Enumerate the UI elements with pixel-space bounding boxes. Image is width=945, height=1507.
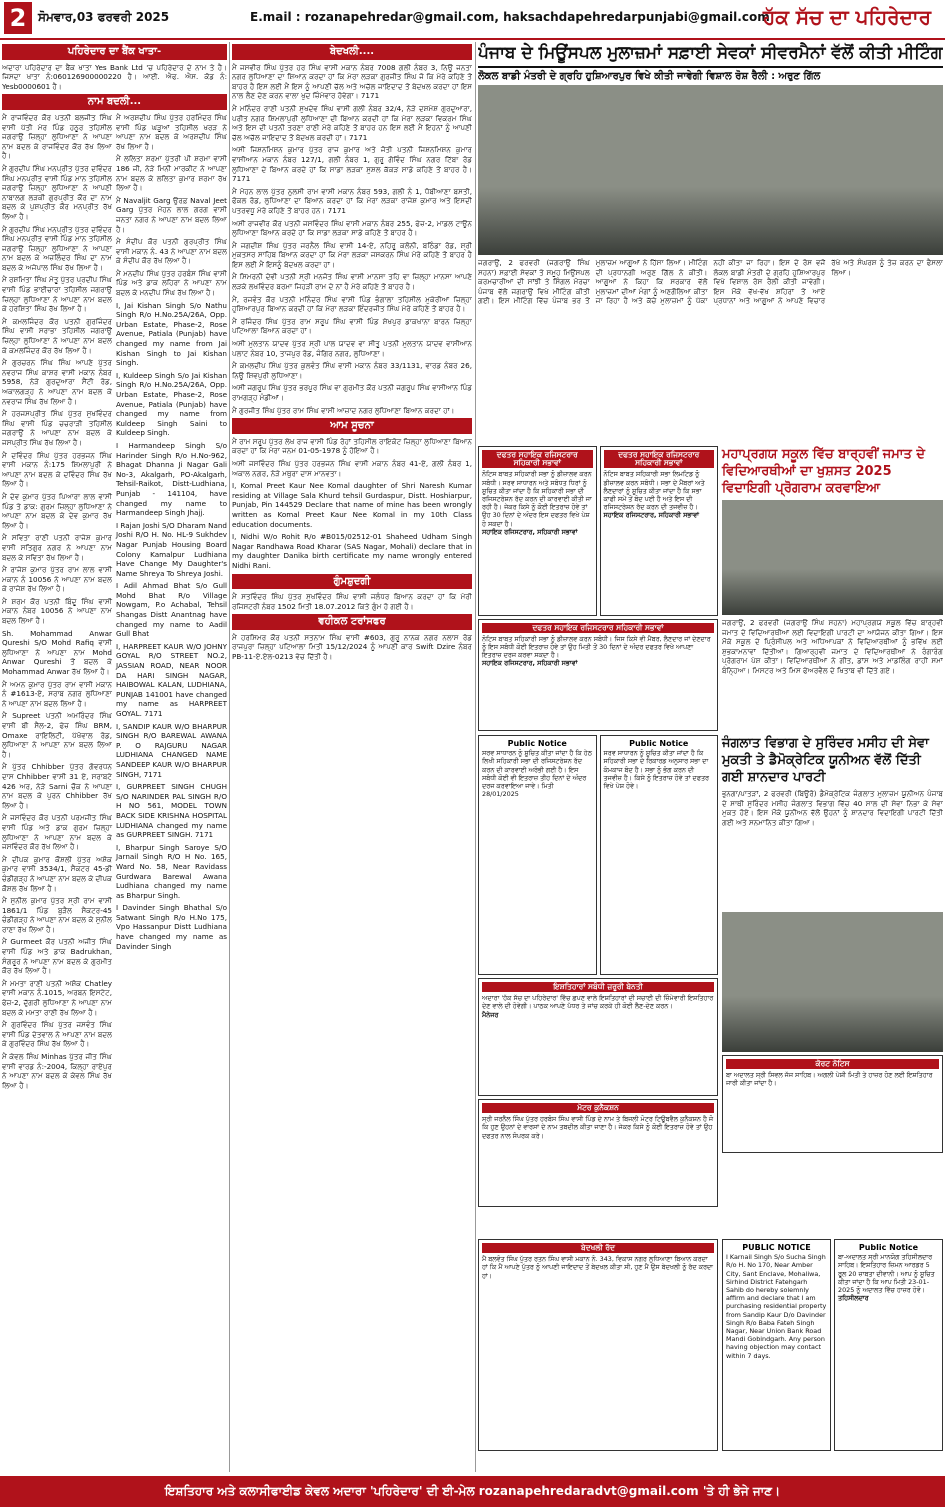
classified-item: ਮੈਂ ਮਮਤਾ ਰਾਣੀ ਪਤਨੀ ਅਸ਼ੋਕ Chatley ਵਾਸੀ ਮਕਾਨ ਨੰ.1015, ਅਰਬਨ ਇਸਟੇਟ, ਫੇਜ਼-2, ਦੁੱਗਰੀ ਲੁਧਿਆਣਾ ਨੇ ਆਪਣਾ ਨਾਮ ਬਦਲ ਕੇ ਮਮਤਾ ਰਾਣੀ ਰੱਖ ਲਿਆ ਹੈ। <box>2 978 112 1017</box>
classified-item-en: I Rajan Joshi S/O Dharam Nand Joshi R/O H. No. HL-9 Sukhdev Nagar Punjab Housing Board Colony Kamalpur Ludhiana Have Change My Daughter's Name Shreya To Shreya Joshi. <box>116 520 227 578</box>
main-subhead: ਲੋਕਲ ਬਾਡੀ ਮੰਤਰੀ ਦੇ ਗ੍ਰਹਿ ਹੁਸ਼ਿਆਰਪੁਰ ਵਿਖੇ ਕੀਤੀ ਜਾਵੇਗੀ ਵਿਸ਼ਾਲ ਰੋਸ਼ ਰੈਲੀ : ਅਰੁਣ ਗਿੱਲ <box>478 71 821 82</box>
classified-item: ਮੈਂ ਰਾਜਵਿੰਦਰ ਕੌਰ ਪਤਨੀ ਬਲਜੀਤ ਸਿੰਘ ਵਾਸੀ ਪੱਤੀ ਮੇਰ ਪਿੰਡ ਹਠੂਰ ਤਹਿਸੀਲ ਜਗਰਾਉਂ ਜ਼ਿਲ੍ਹਾ ਲੁਧਿਆਣਾ ਨੇ ਆਪਣਾ ਨਾਮ ਬਦਲ ਕੇ ਰਾਜਵਿੰਦਰ ਕੌਰ ਰੱਖ ਲਿਆ ਹੈ। <box>2 112 112 161</box>
classified-item: ਮੈਂ, ਰਜਵੰਤ ਕੌਰ ਪਤਨੀ ਮਨਿੰਦਰ ਸਿੰਘ ਵਾਸੀ ਪਿੰਡ ਭੰਗਾਲਾ ਤਹਿਸੀਲ ਮੁਕੇਰੀਆਂ ਜ਼ਿਲ੍ਹਾ ਹੁਸ਼ਿਆਰਪੁਰ ਬਿਆਨ ਕਰਦੀ ਹਾਂ ਕਿ ਮੇਰਾ ਲੜਕਾ ਇੰਦਰਜੀਤ ਸਿੰਘ ਮੇਰੇ ਕਹਿਣੇ ਤੋਂ ਬਾਹਰ ਹੈ। <box>232 294 472 314</box>
public-notice-1 <box>478 735 597 975</box>
classified-item: ਮੈਂ ਗੁਰਵਿੰਦਰ ਸਿੰਘ ਪੁੱਤਰ ਜਸਵੰਤ ਸਿੰਘ ਵਾਸੀ ਪਿੰਡ ਦੇਤਵਾਲ ਨੇ ਆਪਣਾ ਨਾਮ ਬਦਲ ਕੇ ਗੁਰਵਿੰਦਰ ਸਿੰਘ ਰੱਖ ਲਿਆ ਹੈ। <box>2 1020 112 1049</box>
classified-item-en: I Harmandeep Singh S/o Harinder Singh R/o H.No-962, Bhagat Dhanna Ji Nagar Gali No-3, Akalgarh, PO-Akalgarh, Tehsil-Raikot, Distt-Ludhiana, Punjab - 141104, have changed my name to Harmandeep Singh Jhajj. <box>116 440 227 518</box>
meeting-photo <box>478 85 943 255</box>
ads-title: ਇਸ਼ਤਿਹਾਰਾਂ ਸਬੰਧੀ ਜ਼ਰੂਰੀ ਬੇਨਤੀ <box>482 982 714 992</box>
classified-item: ਮੈਂ ਗੁਰਚਰਨ ਸਿੰਘ ਸਿੰਘ ਆਪਣੇ ਪੁੱਤਰ ਨਵਰਾਜ ਸਿੰਘ ਕਾਸ਼ਰ ਵਾਸੀ ਮਕਾਨ ਨੰਬਰ 5958, ਨੇੜੇ ਗੁਰਦੁਆਰਾ ਸੈਂਟੀ ਰੋਡ, ਅਕਾਲਗੜ੍ਹ ਨੇ ਆਪਣਾ ਨਾਮ ਬਦਲ ਕੇ ਨਵਰਾਜ ਸਿੰਘ ਰੱਖ ਲਿਆ ਹੈ। <box>2 358 112 406</box>
bedkhli-cancel-text: ਮੈਂ ਬਲਵੰਤ ਸਿੰਘ ਪੁੱਤਰ ਰਤਨ ਸਿੰਘ ਵਾਸੀ ਮਕਾਨ ਨੰ. 343, ਵਿਕਾਸ ਨਗਰ ਲੁਧਿਆਣਾ ਬਿਆਨ ਕਰਦਾ ਹਾਂ ਕਿ ਮੈਂ ਆਪਣੇ ਪੁੱਤਰ ਨੂੰ ਆਪਣੀ ਜਾਇਦਾਦ ਤੋਂ ਬੇਦਖਲ ਕੀਤਾ ਸੀ, ਹੁਣ ਮੈਂ ਉਸ ਬੇਦਖਲੀ ਨੂੰ ਰੱਦ ਕਰਦਾ ਹਾਂ। <box>482 1255 713 1280</box>
classified-item-en: I, Jai Kishan Singh S/o Nathu Singh R/o H.No.25A/26A, Opp. Urban Estate, Phase-2, Rose Avenue, Patiala (Punjab) have changed my name from Jai Kishan Singh to Jai Kishan Singh. <box>116 300 227 368</box>
school-photo <box>722 500 943 615</box>
classified-item: ਮੈਂ ਮੋਹਨ ਲਾਲ ਪੁੱਤਰ ਨੁਲਸੀ ਰਾਮ ਵਾਸੀ ਮਕਾਨ ਨੰਬਰ 593, ਗਲੀ ਨੰ 1, ਧੋਬੀਆਣਾ ਬਸਤੀ, ਫੋਕਲ ਰੋਡ, ਲੁਧਿਆਣਾ ਦਾ ਬਿਆਨ ਕਰਦਾ ਹਾਂ ਕਿ ਮੇਰਾ ਲੜਕਾ ਰਾਜੇਸ਼ ਕੁਮਾਰ ਅਤੇ ਇਸਦੀ ਪਤਰਵਧੂ ਮੇਰੇ ਕਹਿਣੇ ਤੋਂ ਬਾਹਰ ਹਨ। 7171 <box>232 186 472 215</box>
classified-item: ਮੈਂ ਰਸ਼ਮਿਤਾ ਸਿੰਘ ਮੋਤੂ ਪੁੱਤਰ ਪ੍ਰਦੀਪ ਸਿੰਘ ਵਾਸੀ ਪਿੰਡ ਭਾਈਚਾਰਾ ਤਹਿਸੀਲ ਜਗਰਾਉਂ ਜ਼ਿਲ੍ਹਾ ਲੁਧਿਆਣਾ ਨੇ ਆਪਣਾ ਨਾਮ ਬਦਲ ਕੇ ਹਰਸ਼ਿਤਾ ਸਿੰਘ ਰੱਖ ਲਿਆ ਹੈ। <box>2 275 112 314</box>
classified-item: ਮੈਂ ਜਗਦੀਸ਼ ਸਿੰਘ ਪੁੱਤਰ ਜਰਨੈਲ ਸਿੰਘ ਵਾਸੀ 14-ਏ, ਨਹਿਰੂ ਕਲੋਨੀ, ਬਠਿੰਡਾ ਰੋਡ, ਸ਼੍ਰੀ ਮੁਕਤਸਰ ਸਾਹਿਬ ਬਿਆਨ ਕਰਦਾ ਹਾਂ ਕਿ ਮੇਰਾ ਲੜਕਾ ਜਸਕਰਨ ਸਿੰਘ ਮੇਰੇ ਕਹਿਣੇ ਤੋਂ ਬਾਹਰ ਹੈ ਇਸ ਲਈ ਮੈਂ ਇਸਨੂੰ ਬੇਦਖਲ ਕਰਦਾ ਹਾਂ। <box>232 240 472 269</box>
ads-sign: ਮੈਨੇਜਰ <box>482 1010 499 1019</box>
court-notice <box>722 1055 943 1153</box>
motor-title: ਮੋਟਰ ਕੁਨੈਕਸ਼ਨ <box>482 1103 714 1113</box>
classified-item: ਮੈਂ ਕਮਲਦੀਪ ਸਿੰਘ ਪੁੱਤਰ ਕੁਲਵੰਤ ਸਿੰਘ ਵਾਸੀ ਮਕਾਨ ਨੰਬਰ 33/1131, ਵਾਰਡ ਨੰਬਰ 26, ਨਿਊ ਸ਼ਿਵਪੁਰੀ ਲੁਧਿਆਣਾ। <box>232 361 472 380</box>
classified-item: ਮੈਂ ਲਲਿਤਾ ਸ਼ਰਮਾ ਪੁੱਤਰੀ ਪੀ ਸ਼ਰਮਾ ਵਾਸੀ 186 ਜੀ, ਨੇੜੇ ਮਿਨੀ ਮਾਰਕੀਟ ਨੇ ਆਪਣਾ ਨਾਮ ਬਦਲ ਕੇ ਲਲਿਤਾ ਕੁਮਾਰ ਸ਼ਰਮਾ ਰੱਖ ਲਿਆ ਹੈ। <box>116 154 227 193</box>
classified-item-en: I, Komal Preet Kaur Nee Komal daughter of Shri Naresh Kumar residing at Village Sala Khurd tehsil Gurdaspur, Distt. Hoshiarpur, Punjab, Pin 144529 Declare that name of mine has been wrongly written as Komal Preet Kaur Nee Komal in my 10th Class education documents. <box>232 481 472 529</box>
classified-item: ਮੈਂ ਗੁਰਦੀਪ ਸਿੰਘ ਮਨਪ੍ਰੀਤ ਪੁੱਤਰ ਦਵਿੰਦਰ ਸਿੰਘ ਮਨਪ੍ਰੀਤ ਵਾਸੀ ਪਿੰਡ ਮਾਨ ਤਹਿਸੀਲ ਜਗਰਾਉਂ ਜ਼ਿਲ੍ਹਾ ਲੁਧਿਆਣਾ ਨੇ ਆਪਣਾ ਨਾਮ ਬਦਲ ਕੇ ਅਜ਼ਲਿੰਦਰ ਸਿੰਘ ਦਾ ਨਾਮ ਬਦਲ ਕੇ ਅਜੇਪਾਲ ਸਿੰਘ ਰੱਖ ਲਿਆ ਹੈ। <box>2 224 112 272</box>
cooperative-notice-1 <box>478 446 597 616</box>
classified-item: ਮੈਂ ਹਰਸਿਮਰ ਕੌਰ ਪਤਨੀ ਸਤਨਾਮ ਸਿੰਘ ਵਾਸੀ #603, ਗੁਰੂ ਨਾਨਕ ਨਗਰ ਨਲਾਸ ਰੋਡ ਰਾਜਪੁਰਾ ਜ਼ਿਲ੍ਹਾ ਪਟਿਆਲਾ ਮਿਤੀ 15/12/2024 ਨੂੰ ਆਪਣੀ ਕਾਰ Swift Dzire ਨੰਬਰ PB-11-ਏ.ਏਲ-0213 ਵੇਚ ਦਿੱਤੀ ਹੈ। <box>232 632 472 662</box>
classified-item: ਮੈਂ ਸ਼ਰਮ ਕੌਰ ਪਤਨੀ ਬਿੰਦੂ ਸਿੰਘ ਵਾਸੀ ਮਕਾਨ ਨੰਬਰ 10056 ਨੇ ਆਪਣਾ ਨਾਮ ਬਦਲ ਲਿਆ ਹੈ। <box>2 596 112 626</box>
classified-item: ਮੈਂ ਹਰਜਸਪ੍ਰੀਤ ਸਿੰਘ ਪੁੱਤਰ ਸੁਖਵਿੰਦਰ ਸਿੰਘ ਵਾਸੀ ਪਿੰਡ ਚਚਰਾੜੀ ਤਹਿਸੀਲ ਜਗਰਾਉਂ ਨੇ ਆਪਣਾ ਨਾਮ ਬਦਲ ਕੇ ਜਸਪ੍ਰੀਤ ਸਿੰਘ ਰੱਖ ਲਿਆ ਹੈ। <box>2 409 112 447</box>
notice-text: ਨੋਟਿਸ ਬਾਬਤ ਸਹਿਕਾਰੀ ਸਭਾ ਲਿਮਟਿਡ ਨੂੰ ਡੀਜ਼ਾਲਵ ਕਰਨ ਸਬੰਧੀ। ਸਭਾ ਦੇ ਮੈਂਬਰਾਂ ਅਤੇ ਲੈਣਦਾਰਾਂ ਨੂੰ ਸੂਚਿਤ ਕੀਤਾ ਜਾਂਦਾ ਹੈ ਕਿ ਸਭਾ ਕਾਫੀ ਸਮੇਂ ਤੋਂ ਬੰਦ ਪਈ ਹੈ ਅਤੇ ਇਸ ਦੀ ਰਜਿਸਟਰੇਸ਼ਨ ਰੱਦ ਕਰਨ ਦੀ ਤਜਵੀਜ਼ ਹੈ। <box>603 470 705 512</box>
footer-banner: ਇਸ਼ਤਿਹਾਰ ਅਤੇ ਕਲਾਸੀਫਾਈਡ ਕੇਵਲ ਅਦਾਰਾ 'ਪਹਿਰੇਦਾਰ' ਦੀ ਈ-ਮੇਲ rozanapehredaradvt@gmail.com 'ਤੇ ਹੀ ਭੇਜੇ ਜਾਣ। <box>0 1476 945 1507</box>
classified-item: ਮੈਂ ਦੀਪਕ ਕੁਮਾਰ ਕੌਸ਼ਲੀ ਪੁੱਤਰ ਅਸ਼ੋਕ ਕੁਮਾਰ ਵਾਸੀ 3534/1, ਸੈਕਟਰ 45-ਡੀ ਚੰਡੀਗੜ੍ਹ ਨੇ ਆਪਣਾ ਨਾਮ ਬਦਲ ਕੇ ਦੀਪਕ ਕੌਸ਼ਲ ਰੱਖ ਲਿਆ ਹੈ। <box>2 854 112 893</box>
classified-item-en: I, GURPREET SINGH CHUGH S/O NARINDER PAL SINGH R/O H NO 561, MODEL TOWN BACK SIDE KRISHNA HOSPITAL LUDHIANA changed my name as GURPREET SINGH. 7171 <box>116 782 227 840</box>
notice-text: ਨੋਟਿਸ ਬਾਬਤ ਸਹਿਕਾਰੀ ਸਭਾ ਨੂੰ ਡੀਜ਼ਾਲਵ ਕਰਨ ਸਬੰਧੀ। ਜਿਸ ਕਿਸੇ ਵੀ ਮੈਂਬਰ, ਲੈਣਦਾਰ ਜਾਂ ਦੇਣਦਾਰ ਨੂੰ ਇਸ ਸਬੰਧੀ ਕੋਈ ਇਤਰਾਜ਼ ਹੋਵੇ ਤਾਂ ਉਹ ਮਿਤੀ ਤੋਂ 30 ਦਿਨਾਂ ਦੇ ਅੰਦਰ ਦਫਤਰ ਵਿਖੇ ਆਪਣਾ ਇਤਰਾਜ਼ ਦਰਜ ਕਰਵਾ ਸਕਦਾ ਹੈ। <box>482 634 711 660</box>
main-headline: ਪੰਜਾਬ ਦੇ ਮਿਊਂਸਪਲ ਮੁਲਾਜ਼ਮਾਂ ਸਫ਼ਾਈ ਸੇਵਕਾਂ ਸੀਵਰਮੈਨਾਂ ਵੱਲੋਂ ਕੀਤੀ ਮੀਟਿੰਗ <box>478 42 943 68</box>
classifieds-column-2 <box>232 42 472 1472</box>
main-story-text: ਜਗਰਾਉਂ, 2 ਫਰਵਰੀ (ਜਗਰਾਉਂ ਸਿੰਘ ਸਹਨਾ) ਸਫ਼ਾਈ ਸੇਵਕਾਂ ਤੇ ਸਮੂਹ ਮਿਉਂਸਪਲ ਕਰਮਚਾਰੀਆਂ ਦੀ ਸਾਂਝੀ ਤੇ ਸਿੰਗਲ ਮੋਰਚਾ ਪੰਜਾਬ ਵੱਲੋਂ ਜਗਰਾਉਂ ਵਿਖੇ ਮੀਟਿੰਗ ਕੀਤੀ ਗਈ। ਇਸ ਮੀਟਿੰਗ ਵਿੱਚ ਪੰਜਾਬ ਭਰ ਤੋਂ ਮੁਲਾਜ਼ਮ ਆਗੂਆਂ ਨੇ ਹਿੱਸਾ ਲਿਆ। ਮੀਟਿੰਗ ਦੀ ਪ੍ਰਧਾਨਗੀ ਅਰੁਣ ਗਿੱਲ ਨੇ ਕੀਤੀ। ਆਗੂਆਂ ਨੇ ਕਿਹਾ ਕਿ ਸਰਕਾਰ ਵੱਲੋਂ ਮੁਲਾਜ਼ਮਾਂ ਦੀਆਂ ਮੰਗਾਂ ਨੂੰ ਅਣਗੌਲਿਆ ਕੀਤਾ ਜਾ ਰਿਹਾ ਹੈ ਅਤੇ ਕੱਚੇ ਮੁਲਾਜ਼ਮਾਂ ਨੂੰ ਪੱਕਾ ਨਹੀਂ ਕੀਤਾ ਜਾ ਰਿਹਾ। ਇਸ ਦੇ ਰੋਸ ਵਜੋਂ ਲੋਕਲ ਬਾਡੀ ਮੰਤਰੀ ਦੇ ਗ੍ਰਹਿ ਹੁਸ਼ਿਆਰਪੁਰ ਵਿਖੇ ਵਿਸ਼ਾਲ ਰੋਸ ਰੈਲੀ ਕੀਤੀ ਜਾਵੇਗੀ। ਇਸ ਮੌਕੇ ਵੱਖ-ਵੱਖ ਸ਼ਹਿਰਾਂ ਤੋਂ ਆਏ ਪ੍ਰਧਾਨਾਂ ਅਤੇ ਆਗੂਆਂ ਨੇ ਆਪਣੇ ਵਿਚਾਰ ਰੱਖੇ ਅਤੇ ਸੰਘਰਸ਼ ਨੂੰ ਤੇਜ਼ ਕਰਨ ਦਾ ਫੈਸਲਾ ਲਿਆ। <box>478 258 943 306</box>
public-notice-2 <box>600 735 719 975</box>
page-header <box>0 0 945 40</box>
classified-item-en: I, Bharpur Singh Saroye S/O Jarnail Singh R/O H No. 165, Ward No. 58, Near Ravidass Gurdwara Barewal Awana Ludhiana changed my name as Bharpur Singh. <box>116 842 227 900</box>
classified-item-en: I Davinder Singh Bhathal S/o Satwant Singh R/o H.No 175, Vpo Hassanpur Distt Ludhiana have changed my name as Davinder Singh <box>116 903 227 951</box>
cooperative-notice-3 <box>478 619 718 731</box>
classified-item: ਮੈਂ ਪੁੱਤਰ Chhibber ਪੁੱਤਰ ਗੋਵਰਧਨ ਦਾਸ Chhibber ਵਾਸੀ 31 ਏ, ਸਰਾਬਟੇ 426 ਅਰ, ਨੇੜੇ Sarni ਚੌਕ ਨੇ ਆਪਣਾ ਨਾਮ ਬਦਲ ਕੇ ਪੁਰਨ Chhibber ਰੱਖ ਲਿਆ ਹੈ। <box>2 762 112 810</box>
header-email: E.mail : rozanapehredar@gmail.com, haksachdapehredarpunjabi@gmail.com <box>250 10 770 24</box>
masthead-logo: ਹੱਕ ਸੱਚ ਦਾ ਪਹਿਰੇਦਾਰ <box>763 5 931 29</box>
forest-headline: ਜੰਗਲਾਤ ਵਿਭਾਗ ਦੇ ਸੁਰਿੰਦਰ ਮਸੀਹ ਦੀ ਸੇਵਾ ਮੁਕਤੀ ਤੇ ਡੈਮੋਕ੍ਰੇਟਿਕ ਯੂਨੀਅਨ ਵੱਲੋਂ ਦਿੱਤੀ ਗਈ ਸ਼ਾਨਦਾਰ ਪਾਰਟੀ <box>722 736 929 785</box>
classified-item: ਮੈਂ ਦੇਵ ਕੁਮਾਰ ਪੁੱਤਰ ਪਿਆਰਾ ਲਾਲ ਵਾਸੀ ਪਿੰਡ ਤੇ ਡਾਕ: ਗੁਰਮ ਜ਼ਿਲ੍ਹਾ ਲੁਧਿਆਣਾ ਨੇ ਆਪਣਾ ਨਾਮ ਬਦਲ ਕੇ ਦੇਵ ਕੁਮਾਰ ਰੱਖ ਲਿਆ ਹੈ। <box>2 491 112 530</box>
classified-item-en: I, Nidhi W/o Rohit R/o #B015/02512-01 Shaheed Udham Singh Nagar Randhawa Road Kharar (SAS Nagar, Mohali) declare that in my daughter Danika birth certificate my name wrongly entered Nidhi Rani. <box>232 532 472 570</box>
classified-item-en: I, Kuldeep Singh S/o Jai Kishan Singh R/o H.No.25A/26A, Opp. Urban Estate, Phase-2, Rose Avenue, Patiala (Punjab) have changed my name from Kuldeep Singh Saini to Kuldeep Singh. <box>116 370 227 438</box>
bank-text: ਅਦਾਰਾ ਪਹਿਰੇਦਾਰ ਦਾ ਬੈਂਕ ਖਾਤਾ Yes Bank Ltd 'ਚ ਪਹਿਰੇਦਾਰ ਦੇ ਨਾਮ ਤੇ ਹੈ। ਜਿਸਦਾ ਖਾਤਾ ਨੰ:060126900000220 ਹੈ। ਆਈ. ਐਫ. ਐਸ. ਕੋਡ ਨੰ: Yesb0000601 ਹੈ। <box>2 62 227 91</box>
notice-text: ਸਰਵ ਸਾਧਾਰਨ ਨੂੰ ਸੂਚਿਤ ਕੀਤਾ ਜਾਂਦਾ ਹੈ ਕਿ ਹੇਠ ਲਿਖੀ ਸਹਿਕਾਰੀ ਸਭਾ ਦੀ ਰਜਿਸਟਰੇਸ਼ਨ ਰੱਦ ਕਰਨ ਦੀ ਕਾਰਵਾਈ ਅਰੰਭੀ ਗਈ ਹੈ। ਇਸ ਸਬੰਧੀ ਕੋਈ ਵੀ ਇਤਰਾਜ਼ ਤੀਹ ਦਿਨਾਂ ਦੇ ਅੰਦਰ ਦਰਜ ਕਰਵਾਇਆ ਜਾਵੇ। ਮਿਤੀ 28/01/2025 <box>482 749 592 799</box>
motor-connection-notice <box>478 1099 718 1207</box>
classified-item: ਮੈਂ ਕਮਲਜਿੰਦਰ ਕੌਰ ਪਤਨੀ ਗੁਰਜਿੰਦਰ ਸਿੰਘ ਵਾਸੀ ਸਰਾਭਾ ਤਹਿਸੀਲ ਜਗਰਾਉਂ ਜ਼ਿਲ੍ਹਾ ਲੁਧਿਆਣਾ ਨੇ ਆਪਣਾ ਨਾਮ ਬਦਲ ਕੇ ਕਮਲਜਿੰਦਰ ਕੌਰ ਰੱਖ ਲਿਆ ਹੈ। <box>2 316 112 355</box>
classified-item: ਮੈਂ ਮਨਿੰਦਰ ਰਾਣੀ ਪਤਨੀ ਸੁਖਦੇਵ ਸਿੰਘ ਵਾਸੀ ਗਲੀ ਨੰਬਰ 32/4, ਨੇੜੇ ਦਸ਼ਮੇਸ਼ ਗੁਰਦੁਆਰਾ, ਪਰੀਤ ਨਗਰ ਸ਼ਿਮਲਾਪੁਰੀ ਲੁਧਿਆਣਾ ਦੀ ਬਿਆਨ ਕਰਦੀ ਹਾਂ ਕਿ ਮੇਰਾ ਲੜਕਾ ਵਿਕਰਮ ਸਿੰਘ ਅਤੇ ਇਸ ਦੀ ਪਤਨੀ ਤਰਣਾ ਰਾਣੀ ਮੇਰੇ ਕਹਿਣੇ ਤੋਂ ਬਾਹਰ ਹਨ ਇਸ ਲਈ ਮੈਂ ਇਹਨਾਂ ਨੂੰ ਆਪਣੀ ਚੱਲ ਅਚੱਲ ਜਾਇਦਾਦ ਤੋਂ ਬੇਦਖਲ ਕਰਦੀ ਹਾਂ। 7171 <box>232 103 472 142</box>
motor-text: ਸ੍ਰੀ ਜਰਨੈਲ ਸਿੰਘ ਪੁੱਤਰ ਹਰਬੰਸ ਸਿੰਘ ਵਾਸੀ ਪਿੰਡ ਦੇ ਨਾਮ ਤੇ ਬਿਜਲੀ ਮੋਟਰ ਟਿਊਬਵੈਲ ਕੁਨੈਕਸ਼ਨ ਹੈ ਜੋ ਕਿ ਹੁਣ ਉਹਨਾਂ ਦੇ ਵਾਰਸਾਂ ਦੇ ਨਾਮ ਤਬਦੀਲ ਕੀਤਾ ਜਾਣਾ ਹੈ। ਜੇਕਰ ਕਿਸੇ ਨੂੰ ਕੋਈ ਇਤਰਾਜ਼ ਹੋਵੇ ਤਾਂ ਉਹ ਦਫਤਰ ਨਾਲ ਸੰਪਰਕ ਕਰੇ। <box>482 1115 714 1140</box>
classified-item: ਮੈਂ ਰਜਿੰਦਰ ਸਿੰਘ ਪੁੱਤਰ ਰਾਮ ਸਰੂਪ ਸਿੰਘ ਵਾਸੀ ਪਿੰਡ ਸ਼ੇਖਪੁਰ ਡਾਕਖਾਨਾ ਬਾਰਨ ਜ਼ਿਲ੍ਹਾ ਪਟਿਆਲਾ ਬਿਆਨ ਕਰਦਾ ਹਾਂ। <box>232 316 472 336</box>
classified-item: ਮੈਂ Gurmeet ਕੌਰ ਪਤਨੀ ਅਜੀਤ ਸਿੰਘ ਵਾਸੀ ਪਿੰਡ ਅਤੇ ਡਾਕ Badrukhan, ਸੰਗਰੂਰ ਨੇ ਆਪਣਾ ਨਾਮ ਬਦਲ ਕੇ ਗੁਰਮੀਤ ਕੌਰ ਰੱਖ ਲਿਆ ਹੈ। <box>2 937 112 976</box>
notice-title: PUBLIC NOTICE <box>742 1243 811 1252</box>
notice-text: ਬਾ-ਅਦਾਲਤ ਸ੍ਰੀ ਮਾਨਯੋਗ ਤਹਿਸੀਲਦਾਰ ਸਾਹਿਬ। ਇਸ਼ਤਿਹਾਰ ਜ਼ਿਮਨ ਆਰਡਰ 5 ਰੂਲ 20 ਜ਼ਾਬਤਾ ਦੀਵਾਨੀ। ਆਪ ਨੂੰ ਸੂਚਿਤ ਕੀਤਾ ਜਾਂਦਾ ਹੈ ਕਿ ਆਪ ਮਿਤੀ 23-01-2025 ਨੂੰ ਅਦਾਲਤ ਵਿੱਚ ਹਾਜ਼ਰ ਹੋਵੋ। <box>838 1253 935 1295</box>
classified-item: ਮੈਂ ਸਵਿਤਾ ਰਾਣੀ ਪਤਨੀ ਰਾਜੇਸ਼ ਕੁਮਾਰ ਵਾਸੀ ਸਤਿਗੁਰ ਨਗਰ ਨੇ ਆਪਣਾ ਨਾਮ ਬਦਲ ਕੇ ਸਵਿਤਾ ਰੱਖ ਲਿਆ ਹੈ। <box>2 533 112 562</box>
classified-item: ਮੈਂ ਦਵਿੰਦਰ ਸਿੰਘ ਪੁੱਤਰ ਹਰਭਜਨ ਸਿੰਘ ਵਾਸੀ ਮਕਾਨ ਨੰ:175 ਸ਼ਿਮਲਾਪੁਰੀ ਨੇ ਆਪਣਾ ਨਾਮ ਬਦਲ ਕੇ ਦਵਿੰਦਰ ਸਿੰਘ ਰੱਖ ਲਿਆ ਹੈ। <box>2 450 112 489</box>
name-change-title: ਨਾਮ ਬਦਲੀ... <box>2 94 227 110</box>
classified-item: ਮੈਂ ਅਰਸ਼ਦੀਪ ਸਿੰਘ ਪੁੱਤਰ ਹਰਮਿੰਦਰ ਸਿੰਘ ਵਾਸੀ ਪਿੰਡ ਘੜੂਆਂ ਤਹਿਸੀਲ ਖਰੜ ਨੇ ਆਪਣਾ ਨਾਮ ਬਦਲ ਕੇ ਅਰਸ਼ਦੀਪ ਸਿੰਘ ਰੱਖ ਲਿਆ ਹੈ। <box>116 112 227 151</box>
classified-item-en: I, SANDIP KAUR W/O BHARPUR SINGH R/O BAREWAL AWANA P. O RAJGURU NAGAR LUDHIANA CHANGED NAME SANDEEP KAUR W/O BHARPUR SINGH, 7171 <box>116 721 227 779</box>
ads-text: ਅਦਾਰਾ 'ਹੱਕ ਸੱਚ ਦਾ ਪਹਿਰੇਦਾਰ' ਵਿੱਚ ਛਪਣ ਵਾਲੇ ਇਸ਼ਤਿਹਾਰਾਂ ਦੀ ਸਚਾਈ ਦੀ ਜ਼ਿੰਮੇਵਾਰੀ ਇਸ਼ਤਿਹਾਰ ਦੇਣ ਵਾਲੇ ਦੀ ਹੋਵੇਗੀ। ਪਾਠਕ ਆਪਣੇ ਪੱਧਰ ਤੇ ਜਾਂਚ ਕਰਕੇ ਹੀ ਕੋਈ ਲੈਣ-ਦੇਣ ਕਰਨ। <box>482 994 714 1011</box>
school-story-text: ਜਗਰਾਉਂ, 2 ਫਰਵਰੀ (ਜਗਰਾਉਂ ਸਿੰਘ ਸਹਨਾ) ਮਹਾਪ੍ਰਗਯ ਸਕੂਲ ਵਿੱਚ ਬਾਰ੍ਹਵੀਂ ਜਮਾਤ ਦੇ ਵਿਦਿਆਰਥੀਆਂ ਲਈ ਵਿਦਾਇਗੀ ਪਾਰਟੀ ਦਾ ਆਯੋਜਨ ਕੀਤਾ ਗਿਆ। ਇਸ ਮੌਕੇ ਸਕੂਲ ਦੇ ਪ੍ਰਿੰਸੀਪਲ ਅਤੇ ਅਧਿਆਪਕਾਂ ਨੇ ਵਿਦਿਆਰਥੀਆਂ ਨੂੰ ਭਵਿੱਖ ਲਈ ਸ਼ੁਭਕਾਮਨਾਵਾਂ ਦਿੱਤੀਆਂ। ਗਿਆਰ੍ਹਵੀਂ ਜਮਾਤ ਦੇ ਵਿਦਿਆਰਥੀਆਂ ਨੇ ਰੰਗਾਰੰਗ ਪ੍ਰੋਗਰਾਮ ਪੇਸ਼ ਕੀਤਾ। ਵਿਦਿਆਰਥੀਆਂ ਨੇ ਗੀਤ, ਡਾਂਸ ਅਤੇ ਮਾਡਲਿੰਗ ਰਾਹੀਂ ਸਮਾਂ ਬੰਨ੍ਹਿਆ। ਮਿਸਟਰ ਅਤੇ ਮਿਸ ਫੇਅਰਵੈਲ ਦੇ ਖਿਤਾਬ ਵੀ ਦਿੱਤੇ ਗਏ। <box>722 618 943 675</box>
classified-item: ਮੈਂ ਅਮਨ ਕੁਮਾਰ ਪੁੱਤਰ ਰਾਮ ਵਾਸੀ ਮਕਾਨ ਨੰ #1613-ਏ, ਸਰਾਬ ਨਗਰ ਲੁਧਿਆਣਾ ਨੇ ਆਪਣਾ ਨਾਮ ਬਦਲ ਲਿਆ ਹੈ। <box>2 679 112 708</box>
forest-story-text: ਭੁਨਗਾ/ਪਾਤੜਾਂ, 2 ਫਰਵਰੀ (ਬਿਊਰੋ) ਡੈਮੋਕ੍ਰੇਟਿਕ ਜੰਗਲਾਤ ਮੁਲਾਜ਼ਮ ਯੂਨੀਅਨ ਪੰਜਾਬ ਦੇ ਸਾਥੀ ਸੁਰਿੰਦਰ ਮਸੀਹ ਜੰਗਲਾਤ ਵਿਭਾਗ ਵਿੱਚ 40 ਸਾਲ ਦੀ ਸੇਵਾ ਨਿਭਾ ਕੇ ਸੇਵਾ ਮੁਕਤ ਹੋਏ। ਇਸ ਮੌਕੇ ਯੂਨੀਅਨ ਵੱਲੋਂ ਉਹਨਾਂ ਨੂੰ ਸ਼ਾਨਦਾਰ ਵਿਦਾਇਗੀ ਪਾਰਟੀ ਦਿੱਤੀ ਗਈ ਅਤੇ ਸਨਮਾਨਿਤ ਕੀਤਾ ਗਿਆ। <box>722 789 943 827</box>
news-section <box>478 42 943 1472</box>
notice-text: ਸਰਵ ਸਾਧਾਰਨ ਨੂੰ ਸੂਚਿਤ ਕੀਤਾ ਜਾਂਦਾ ਹੈ ਕਿ ਸਹਿਕਾਰੀ ਸਭਾ ਦੇ ਰਿਕਾਰਡ ਅਨੁਸਾਰ ਸਭਾ ਦਾ ਕੰਮਕਾਜ ਬੰਦ ਹੈ। ਸਭਾ ਨੂੰ ਭੰਗ ਕਰਨ ਦੀ ਤਜਵੀਜ਼ ਹੈ। ਕਿਸੇ ਨੂੰ ਇਤਰਾਜ਼ ਹੋਵੇ ਤਾਂ ਦਫਤਰ ਵਿਖੇ ਪੇਸ਼ ਹੋਵੇ। <box>603 749 710 791</box>
page-number: 2 <box>4 2 32 34</box>
notice-title: Public Notice <box>507 739 567 748</box>
notice-title: ਦਫਤਰ ਸਹਾਇਕ ਰਜਿਸਟਰਾਰ ਸਹਿਕਾਰੀ ਸਭਾਵਾਂ <box>604 450 715 468</box>
column-divider <box>229 42 230 1472</box>
court-title: ਕੋਰਟ ਨੋਟਿਸ <box>726 1059 939 1069</box>
notice-title: ਦਫਤਰ ਸਹਾਇਕ ਰਜਿਸਟਰਾਰ ਸਹਿਕਾਰੀ ਸਭਾਵਾਂ <box>482 623 714 633</box>
classified-item: ਅਸੀਂ ਜਸਵਿੰਦਰ ਸਿੰਘ ਪੁੱਤਰ ਹਰਭਜਨ ਸਿੰਘ ਵਾਸੀ ਮਕਾਨ ਨੰਬਰ 41-ਏ, ਗਲੀ ਨੰਬਰ 1, ਅਕਾਲ ਨਗਰ, ਨੇੜੇ ਮਥੁਰਾ ਦਾਸ ਮਾਨਵਤਾ। <box>232 458 472 478</box>
classified-item: ਮੈਂ ਗੁਰਜੀਤ ਸਿੰਘ ਪੁੱਤਰ ਰਾਮ ਸਿੰਘ ਵਾਸੀ ਆਜ਼ਾਦ ਨਗਰ ਲੁਧਿਆਣਾ ਬਿਆਨ ਕਰਦਾ ਹਾਂ। <box>232 405 455 415</box>
bedkhli-cancel-title: ਬੇਦਖਲੀ ਰੱਦ <box>482 1243 714 1253</box>
bank-title: ਪਹਿਰੇਦਾਰ ਦਾ ਬੈਂਕ ਖਾਤਾ- <box>2 44 227 60</box>
classified-item: ਮੈਂ ਕੇਵਲ ਸਿੰਘ Minhas ਪੁੱਤਰ ਜੀਤ ਸਿੰਘ ਵਾਸੀ ਵਾਰਡ ਨੰ:-2004, ਕਿਲ੍ਹਾ ਰਾਏਪੁਰ ਨੇ ਆਪਣਾ ਨਾਮ ਬਦਲ ਕੇ ਕੇਵਲ ਸਿੰਘ ਰੱਖ ਲਿਆ ਹੈ। <box>2 1052 112 1090</box>
classified-item: ਮੈਂ ਸਿਮਰਨੀ ਦੇਵੀ ਪਤਨੀ ਸ੍ਰੀ ਮਨਜੋਤ ਸਿੰਘ ਵਾਸੀ ਮਾਨਸਾ ਤਹਿ ਵਾ ਜ਼ਿਲ੍ਹਾ ਮਾਨਸਾ ਆਪਣੇ ਲੜਕੇ ਲਖਵਿੰਦਰ ਬਰਮਾ ਜਿਹੜੀ ਰਾਮ ਦੇ ਨਾਂ ਹੈ ਮੇਰੇ ਕਹਿਣੇ ਤੋਂ ਬਾਹਰ ਹੈ। <box>232 272 472 292</box>
notice-text: ਨੋਟਿਸ ਬਾਬਤ ਸਹਿਕਾਰੀ ਸਭਾ ਨੂੰ ਡੀਜ਼ਾਲਵ ਕਰਨ ਸਬੰਧੀ। ਸਰਵ ਸਾਧਾਰਨ ਅਤੇ ਸਬੰਧਤ ਧਿਰਾਂ ਨੂੰ ਸੂਚਿਤ ਕੀਤਾ ਜਾਂਦਾ ਹੈ ਕਿ ਸਹਿਕਾਰੀ ਸਭਾ ਦੀ ਰਜਿਸਟਰੇਸ਼ਨ ਰੱਦ ਕਰਨ ਦੀ ਕਾਰਵਾਈ ਕੀਤੀ ਜਾ ਰਹੀ ਹੈ। ਜੇਕਰ ਕਿਸੇ ਨੂੰ ਕੋਈ ਇਤਰਾਜ਼ ਹੋਵੇ ਤਾਂ ਉਹ 30 ਦਿਨਾਂ ਦੇ ਅੰਦਰ ਇਸ ਦਫਤਰ ਵਿਖੇ ਪੇਸ਼ ਹੋ ਸਕਦਾ ਹੈ। <box>482 470 592 528</box>
column-divider <box>475 42 476 1472</box>
classified-item: ਮੈਂ ਸਤਵਿੰਦਰ ਸਿੰਘ ਪੁੱਤਰ ਸੁਖਵਿੰਦਰ ਸਿੰਘ ਵਾਸੀ ਜਲੰਧਰ ਬਿਆਨ ਕਰਦਾ ਹਾਂ ਕਿ ਮੇਰੀ ਰਜਿਸਟਰੀ ਨੰਬਰ 1502 ਮਿਤੀ 18.07.2012 ਕਿਤੇ ਗੁੰਮ ਹੋ ਗਈ ਹੈ। <box>232 592 472 611</box>
classifieds-column-1 <box>2 42 227 1472</box>
notice-title: Public Notice <box>858 1243 919 1252</box>
public-notice-4 <box>834 1239 943 1451</box>
classified-item-en: I, HARPREET KAUR W/O JOHNY GOYAL R/O STREET NO.2, JASSIAN ROAD, NEAR NOOR DA HARI SINGH NAGAR, HAIBOWAL KALAN, LUDHIANA, PUNJAB 141001 have changed my name as HARPREET GOYAL. 7171 <box>116 641 227 718</box>
notice-title: ਦਫਤਰ ਸਹਾਇਕ ਰਜਿਸਟਰਾਰ ਸਹਿਕਾਰੀ ਸਭਾਵਾਂ <box>482 450 593 468</box>
issue-date: ਸੋਮਵਾਰ,03 ਫਰਵਰੀ 2025 <box>38 10 170 24</box>
classified-item: Sh. Mohammad Anwar Qureshi S/O Mohd Rafiq ਵਾਸੀ ਲੁਧਿਆਣਾ ਨੇ ਆਪਣਾ ਨਾਮ Mohd Anwar Qureshi ਤੋਂ ਬਦਲ ਕੇ Mohammad Anwar ਰੱਖ ਲਿਆ ਹੈ। <box>2 628 112 677</box>
classified-item: ਅਸੀਂ ਜਗਰੂਪ ਸਿੰਘ ਪੁੱਤਰ ਭਰਪੂਰ ਸਿੰਘ ਵਾ ਗੁਰਮੀਤ ਕੌਰ ਪਤਨੀ ਜਗਰੂਪ ਸਿੰਘ ਵਾਸੀਆਨ ਪਿੰਡ ਰਾਮਗੜ੍ਹ ਮੰਡੀਆਂ। <box>232 383 472 402</box>
notice-sign: ਸਹਾਇਕ ਰਜਿਸਟਰਾਰ, ਸਹਿਕਾਰੀ ਸਭਾਵਾਂ <box>482 527 578 536</box>
classified-item: ਮੈਂ ਰਾਜੇਸ਼ ਕੁਮਾਰ ਪੁੱਤਰ ਰਾਮ ਲਾਲ ਵਾਸੀ ਮਕਾਨ ਨੰ 10056 ਨੇ ਆਪਣਾ ਨਾਮ ਬਦਲ ਕੇ ਰਾਜੇਸ਼ ਰੱਖ ਲਿਆ ਹੈ। <box>2 565 112 594</box>
school-headline: ਮਹਾਪ੍ਰਗਯ ਸਕੂਲ ਵਿੱਚ ਬਾਰ੍ਹਵੀਂ ਜਮਾਤ ਦੇ ਵਿਦਿਆਰਥੀਆਂ ਦਾ ਖੁਸ਼ਸਤ 2025 ਵਿਦਾਇਗੀ ਪ੍ਰੋਗਰਾਮ ਕਰਵਾਇਆ <box>722 447 925 496</box>
classified-item: ਮੈਂ Navaljit Garg ਉਰਫ਼ Naval Jeet Garg ਪੁੱਤਰ ਮੋਹਨ ਲਾਲ ਗਰਗ ਵਾਸੀ ਜਨਤਾ ਨਗਰ ਨੇ ਆਪਣਾ ਨਾਮ ਬਦਲ ਲਿਆ ਹੈ। <box>116 195 227 234</box>
public-notice-3 <box>722 1239 831 1451</box>
classified-item: ਅਸੀਂ ਮੁਲਤਾਨ ਯਾਦਵ ਪੁੱਤਰ ਸ੍ਰੀ ਪਾਲ ਯਾਦਵ ਵਾ ਸੀਤੂ ਪਤਨੀ ਮੁਲਤਾਨ ਯਾਦਵ ਵਾਸੀਆਨ ਪਲਾਟ ਨੰਬਰ 10, ਤਾਜਪੁਰ ਰੋਡ, ਜੰਗਿਰ ਨਗਰ, ਲੁਧਿਆਣਾ। <box>232 339 472 358</box>
classified-item: ਮੈਂ ਸੰਦੀਪ ਕੌਰ ਪਤਨੀ ਗੁਰਪ੍ਰੀਤ ਸਿੰਘ ਵਾਸੀ ਮਕਾਨ ਨੰ. 43 ਨੇ ਆਪਣਾ ਨਾਮ ਬਦਲ ਕੇ ਸੰਦੀਪ ਕੌਰ ਰੱਖ ਲਿਆ ਹੈ। <box>116 237 227 266</box>
gumshudgi-title: ਗੁੰਮਸ਼ੁਦਗੀ <box>232 574 472 590</box>
classified-item: ਮੈਂ ਗੁਰਦੀਪ ਸਿੰਘ ਮਨਪ੍ਰੀਤ ਪੁੱਤਰ ਦਵਿੰਦਰ ਸਿੰਘ ਮਨਪ੍ਰੀਤ ਵਾਸੀ ਪਿੰਡ ਮਾਨ ਤਹਿਸੀਲ ਜਗਰਾਉਂ ਜ਼ਿਲ੍ਹਾ ਲੁਧਿਆਣਾ ਨੇ ਆਪਣੀ ਨਾਬਾਲਗ ਲੜਕੀ ਗੁਰਪ੍ਰੀਤ ਕੌਰ ਦਾ ਨਾਮ ਬਦਲ ਕੇ ਪੁਸ਼ਪ੍ਰੀਤ ਕੌਰ ਮਨਪ੍ਰੀਤ ਰੱਖ ਲਿਆ ਹੈ। <box>2 163 112 221</box>
notice-sign: ਤਹਿਸੀਲਦਾਰ <box>838 1294 869 1303</box>
ads-request-box <box>478 978 718 1096</box>
aam-suchna-title: ਆਮ ਸੂਚਨਾ <box>232 418 472 434</box>
bedkhli-cancel-notice <box>478 1239 718 1451</box>
classified-item: ਮੈਂ ਜਸਵਿੰਦਰ ਕੌਰ ਪਤਨੀ ਪਰਮਜੀਤ ਸਿੰਘ ਵਾਸੀ ਪਿੰਡ ਅਤੇ ਡਾਕ ਗੁਰਮ ਜ਼ਿਲ੍ਹਾ ਲੁਧਿਆਣਾ ਨੇ ਆਪਣਾ ਨਾਮ ਬਦਲ ਕੇ ਜਸਵਿੰਦਰ ਕੌਰ ਰੱਖ ਲਿਆ ਹੈ। <box>2 813 112 852</box>
notice-sign: ਸਹਾਇਕ ਰਜਿਸਟਰਾਰ, ਸਹਿਕਾਰੀ ਸਭਾਵਾਂ <box>603 511 699 520</box>
cooperative-notice-2 <box>600 446 719 616</box>
classified-item-en: I Adil Ahmad Bhat S/o Gull Mohd Bhat R/o Village Nowgam, P.o Achabal, Tehsil Shangas Distt Anantnag have changed my name to Aadil Gull Bhat <box>116 581 227 639</box>
classified-item: ਮੈਂ ਜਸਵੀਰ ਸਿੰਘ ਪੁੱਤਰ ਹਰ ਸਿੰਘ ਵਾਸੀ ਮਕਾਨ ਨੰਬਰ 7008 ਗਲੀ ਨੰਬਰ 3, ਨਿਊ ਜਨਤਾ ਨਗਰ ਲੁਧਿਆਣਾ ਦਾ ਸ਼ਿਆਨ ਕਰਦਾ ਹਾਂ ਕਿ ਮੇਰਾ ਲੜਕਾ ਗੁਰਜੀਤ ਸਿੰਘ ਜੋ ਕਿ ਮੇਰੇ ਕਹਿਣੇ ਤੋਂ ਬਾਹਰ ਹੈ ਇਸ ਲਈ ਮੈਂ ਇਸ ਨੂੰ ਆਪਣੀ ਚੱਲ ਅਤੇ ਅਚੱਲ ਜਾਇਦਾਦ ਤੋਂ ਬੇਦਖਲ ਕਰਦਾ ਹਾਂ ਇਸ ਨਾਲ ਲੈਣ ਦੇਣ ਕਰਨ ਵਾਲਾ ਖੁਦ ਜ਼ਿੰਮੇਵਾਰ ਹੋਵੇਗਾ। 7171 <box>232 62 472 101</box>
retirement-photo <box>722 912 943 1052</box>
notice-sign: ਸਹਾਇਕ ਰਜਿਸਟਰਾਰ, ਸਹਿਕਾਰੀ ਸਭਾਵਾਂ <box>482 659 578 668</box>
bedkhli-title: ਬੇਦਖਲੀ.... <box>232 44 472 60</box>
classified-item: ਮੈਂ ਮਨਦੀਪ ਸਿੰਘ ਪੁੱਤਰ ਹਰਬੰਸ ਸਿੰਘ ਵਾਸੀ ਪਿੰਡ ਅਤੇ ਡਾਕ ਲਹਿਰਾ ਨੇ ਆਪਣਾ ਨਾਮ ਬਦਲ ਕੇ ਮਨਦੀਪ ਸਿੰਘ ਰੱਖ ਲਿਆ ਹੈ। <box>116 268 227 298</box>
classified-item: ਅਸੀਂ ਜਿਸ਼ਨਮਿਸ਼ਨ ਕੁਮਾਰ ਪੁੱਤਰ ਰਾਜ ਕੁਮਾਰ ਅਤੇ ਜੋਤੀ ਪਤਨੀ ਜਿਸ਼ਨਮਿਸ਼ਨ ਕੁਮਾਰ ਵਾਸੀਆਨ ਮਕਾਨ ਨੰਬਰ 127/1, ਗਲੀ ਨੰਬਰ 1, ਗੁਰੂ ਗੋਵਿੰਦ ਸਿੰਘ ਨਗਰ ਟਿੱਬਾ ਰੋਡ ਲੁਧਿਆਣਾ ਦੇ ਬਿਆਨ ਕਰਦੇ ਹਾਂ ਕਿ ਸਾਡਾ ਲੜਕਾ ਸੁਸ਼ਲ ਕੱਕੜ ਸਾਡੇ ਕਹਿਣੇ ਤੋਂ ਬਾਹਰ ਹੈ। 7171 <box>232 145 472 184</box>
vehicle-transfer-title: ਵਹੀਕਲ ਟਰਾਂਸਫਰ <box>232 614 472 630</box>
classified-item: ਮੈਂ ਸੁਨੀਲ ਕੁਮਾਰ ਪੁੱਤਰ ਸ੍ਰੀ ਰਾਮ ਵਾਸੀ 1861/1 ਪਿੰਡ ਬੁੜੈਲ ਸੈਕਟਰ-45 ਚੰਡੀਗੜ੍ਹ ਨੇ ਆਪਣਾ ਨਾਮ ਬਦਲ ਕੇ ਸੁਨੀਲ ਰਾਣਾ ਰੱਖ ਲਿਆ ਹੈ। <box>2 896 112 934</box>
court-text: ਬਾ ਅਦਾਲਤ ਸ੍ਰੀ ਸਿਵਲ ਜੱਜ ਸਾਹਿਬ। ਅਗਲੀ ਪੇਸ਼ੀ ਮਿਤੀ ਤੇ ਹਾਜ਼ਰ ਹੋਣ ਲਈ ਇਸ਼ਤਿਹਾਰ ਜਾਰੀ ਕੀਤਾ ਜਾਂਦਾ ਹੈ। <box>726 1071 933 1088</box>
classified-item: ਅਸੀਂ ਰਾਜਵੀਰ ਕੌਰ ਪਤਨੀ ਜਸਵਿੰਦਰ ਸਿੰਘ ਵਾਸੀ ਮਕਾਨ ਨੰਬਰ 255, ਫੇਜ਼-2, ਮਾਡਲ ਟਾਊਨ ਲੁਧਿਆਣਾ ਬਿਆਨ ਕਰਦੇ ਹਾਂ ਕਿ ਸਾਡਾ ਲੜਕਾ ਸਾਡੇ ਕਹਿਣੇ ਤੋਂ ਬਾਹਰ ਹੈ। <box>232 218 472 238</box>
classified-item: ਮੈਂ ਰਾਮ ਸਰੂਪ ਪੁੱਤਰ ਲੇਖ ਰਾਜ ਵਾਸੀ ਪਿੰਡ ਰੋਹਾਂ ਤਹਿਸੀਲ ਰਾਇਕੋਟ ਜ਼ਿਲ੍ਹਾ ਲੁਧਿਆਣਾ ਬਿਆਨ ਕਰਦਾ ਹਾਂ ਕਿ ਮੇਰਾ ਜਨਮ 01-05-1978 ਨੂੰ ਹੋਇਆ ਹੈ। <box>232 436 472 456</box>
classified-item: ਮੈਂ Supreet ਪਤਨੀ ਅਮਰਿੰਦਰ ਸਿੰਘ ਵਾਸੀ ਬੀ ਸੈਲ-2, ਫੇਜ਼ ਸਿੰਘ BRM, Omaxe ਰਾਇਲਿਟੀ, ਪੱਖੋਵਾਲ ਰੋਡ, ਲੁਧਿਆਣਾ ਨੇ ਆਪਣਾ ਨਾਮ ਬਦਲ ਲਿਆ ਹੈ। <box>2 711 112 759</box>
notice-text: I Karnail Singh S/o Sucha Singh R/o H. No 170, Near Amber City, Sant Enclave, Mohaliwa, Sirhind District Fatehgarh Sahib do hereby solemnly affirm and declare that I am purchasing residential property from Sandip Kaur D/o Davinder Singh R/o Baba Fateh Singh Nagar, Near Union Bank Road Mandi Gobindgarh. Any person having objection may contact within 7 days. <box>726 1253 827 1360</box>
notice-title: Public Notice <box>629 739 689 748</box>
